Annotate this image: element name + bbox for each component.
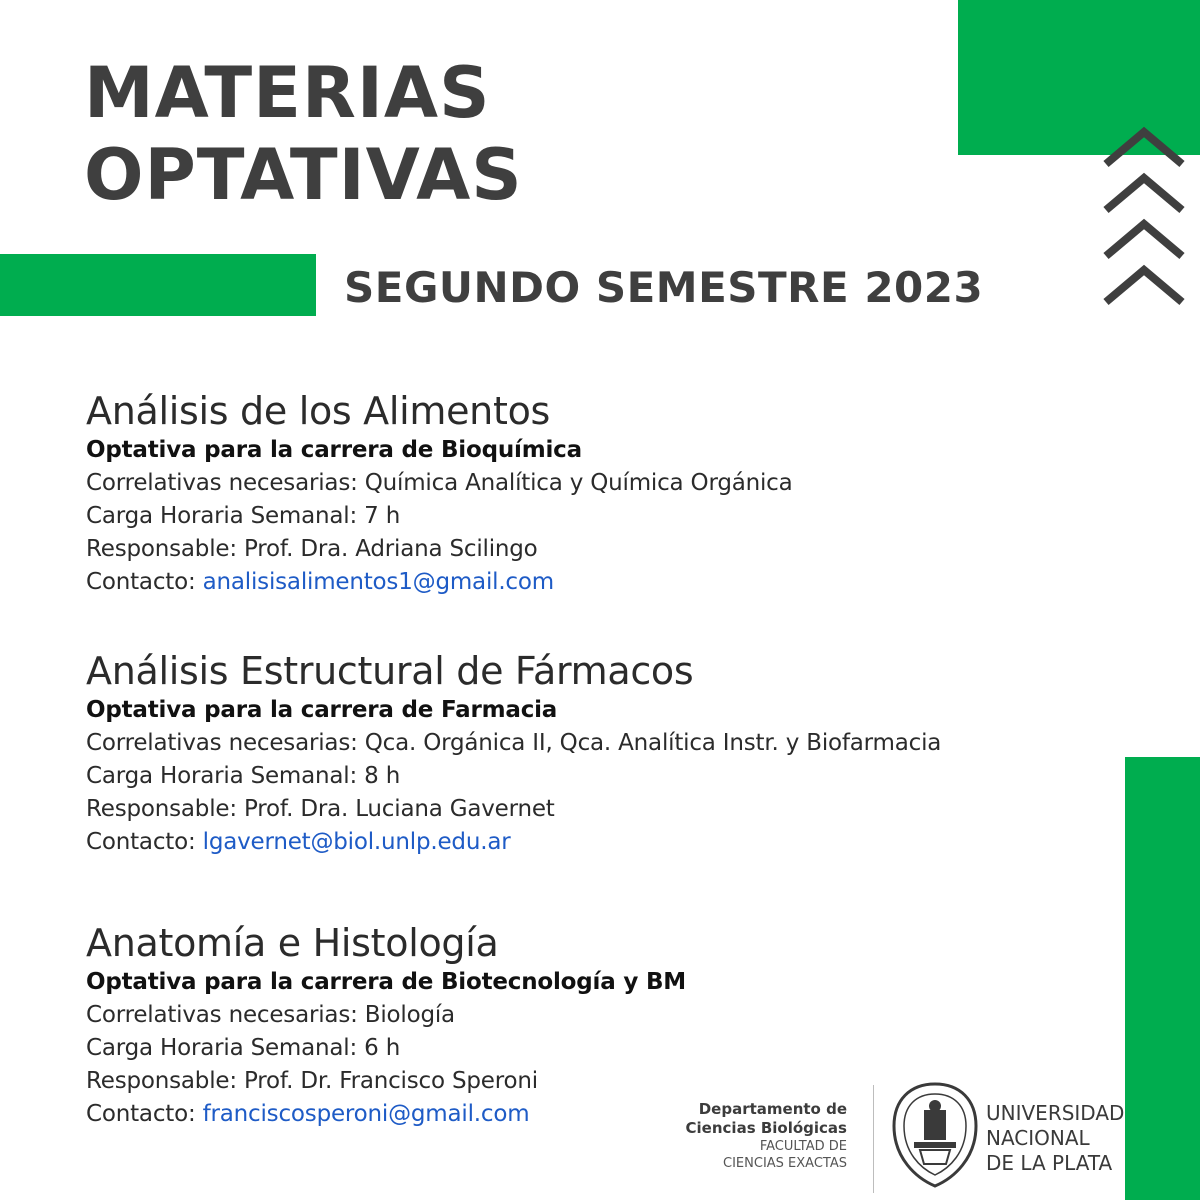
dept-line-1: Departamento de [698, 1100, 847, 1118]
university-line-2: NACIONAL [986, 1126, 1090, 1150]
course-contact [86, 566, 1086, 599]
course-hours: Carga Horaria Semanal: 6 h [86, 1035, 401, 1061]
course-career: Optativa para la carrera de Farmacia [86, 697, 558, 723]
university-line-1: UNIVERSIDAD [986, 1101, 1125, 1125]
course-block [86, 648, 1086, 859]
course-responsible: Responsable: Prof. Dr. Francisco Speroni [86, 1068, 538, 1094]
course-prerequisites: Correlativas necesarias: Biología [86, 1002, 455, 1028]
green-bar-left [0, 254, 316, 316]
university-line-3: DE LA PLATA [986, 1151, 1113, 1175]
course-hours: Carga Horaria Semanal: 8 h [86, 763, 401, 789]
page-subtitle: SEGUNDO SEMESTRE 2023 [344, 263, 984, 312]
course-hours: Carga Horaria Semanal: 7 h [86, 503, 401, 529]
dept-line-2: Ciencias Biológicas [685, 1119, 847, 1137]
contact-label: Contacto: [86, 569, 203, 595]
course-contact [86, 826, 1086, 859]
course-responsible: Responsable: Prof. Dra. Adriana Scilingo [86, 536, 538, 562]
course-prerequisites: Correlativas necesarias: Química Analítica y Química Orgánica [86, 470, 793, 496]
university-seal-icon [890, 1080, 980, 1190]
course-name: Análisis Estructural de Fármacos [86, 649, 694, 693]
course-career: Optativa para la carrera de Bioquímica [86, 437, 582, 463]
contact-email-link[interactable]: lgavernet@biol.unlp.edu.ar [202, 829, 511, 855]
contact-label: Contacto: [86, 1101, 203, 1127]
course-name: Anatomía e Histología [86, 921, 499, 965]
course-career: Optativa para la carrera de Biotecnología y BM [86, 969, 686, 995]
contact-email-link[interactable]: franciscosperoni@gmail.com [202, 1101, 530, 1127]
course-responsible: Responsable: Prof. Dra. Luciana Gavernet [86, 796, 555, 822]
faculty-line-2: CIENCIAS EXACTAS [723, 1156, 847, 1171]
footer-divider [873, 1085, 874, 1193]
contact-label: Contacto: [86, 829, 203, 855]
course-block [86, 388, 1086, 599]
department-logo-text [686, 1100, 847, 1172]
contact-email-link[interactable]: analisisalimentos1@gmail.com [202, 569, 554, 595]
title-line-2: OPTATIVAS [84, 134, 523, 216]
course-name: Análisis de los Alimentos [86, 389, 551, 433]
chevron-up-stack-icon [1100, 122, 1188, 312]
faculty-line-1: FACULTAD DE [759, 1139, 847, 1154]
title-line-1: MATERIAS [84, 52, 491, 134]
course-prerequisites: Correlativas necesarias: Qca. Orgánica II, Qca. Analítica Instr. y Biofarmacia [86, 730, 942, 756]
page-title [84, 52, 523, 216]
university-name [986, 1101, 1124, 1176]
green-block-right [1125, 757, 1200, 1200]
